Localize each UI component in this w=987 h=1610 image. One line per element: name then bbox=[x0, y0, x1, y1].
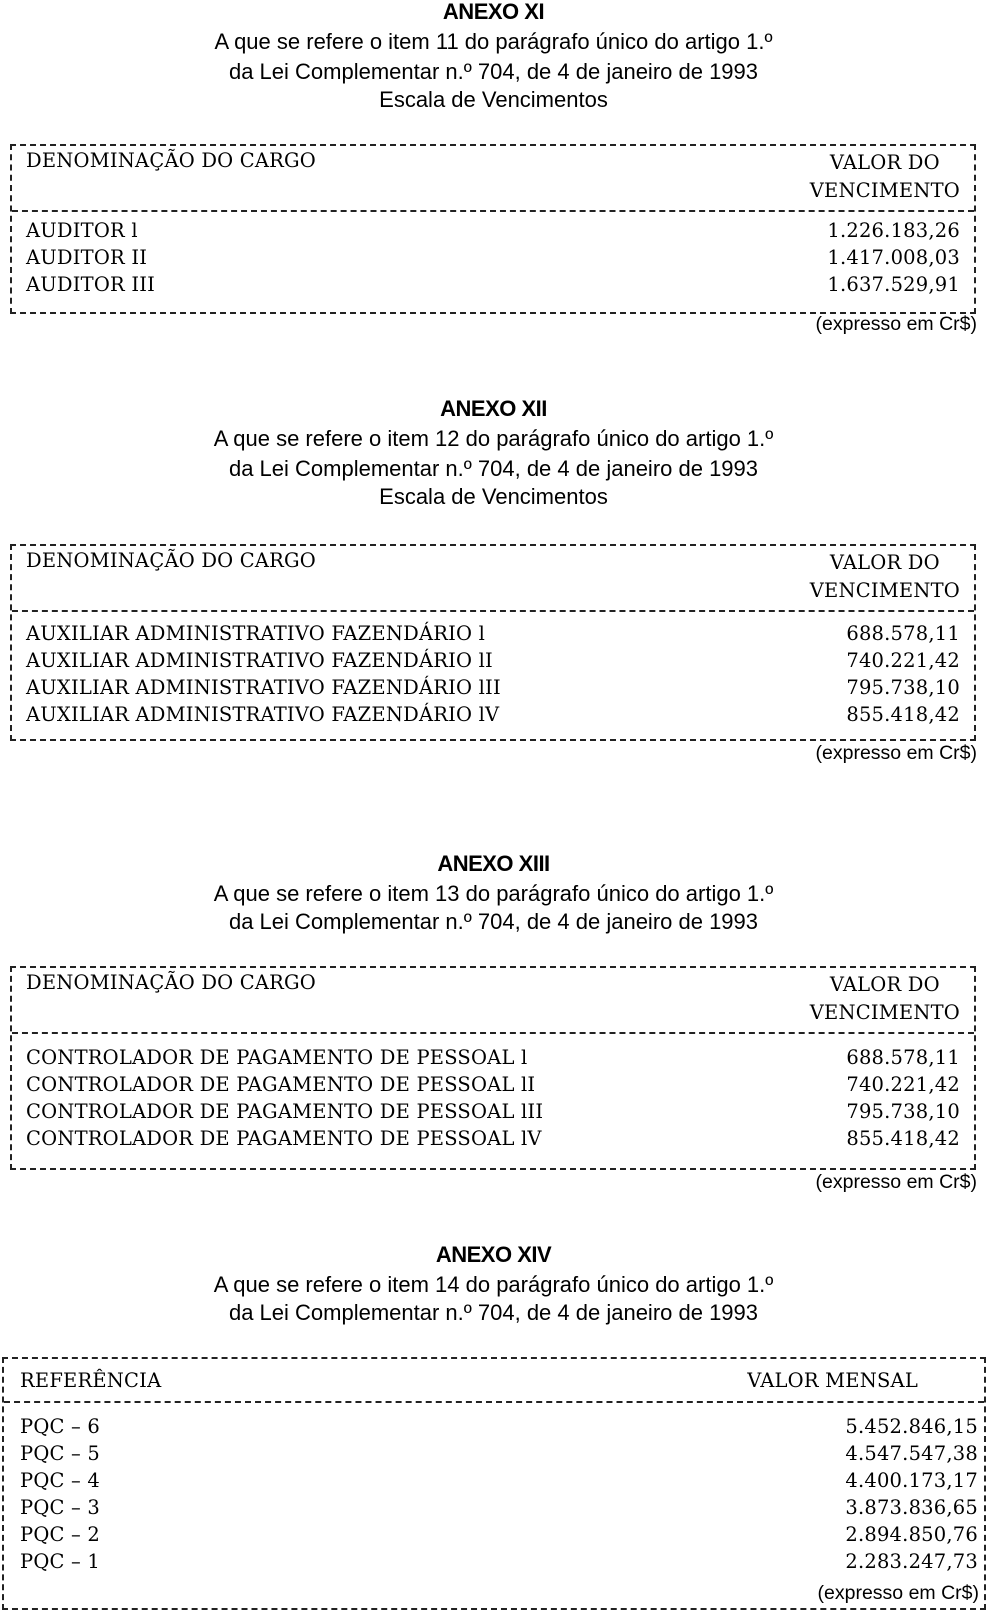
annex-xi-reference-line: A que se refere o item 11 do parágrafo único do artigo 1.º bbox=[214, 29, 773, 54]
annex-xii-reference-line: A que se refere o item 12 do parágrafo único do artigo 1.º bbox=[213, 426, 774, 451]
row-valor: 855.418,42 bbox=[846, 1127, 960, 1150]
row-referencia: PQC – 6 bbox=[20, 1415, 100, 1438]
row-valor: 688.578,11 bbox=[846, 1046, 960, 1069]
annex-xiii-table bbox=[10, 966, 976, 1170]
col-header-cargo: DENOMINAÇÃO DO CARGO bbox=[26, 971, 316, 994]
row-valor: 5.452.846,15 bbox=[845, 1415, 978, 1438]
row-valor: 4.547.547,38 bbox=[845, 1442, 978, 1465]
annex-xiv-law-line: da Lei Complementar n.º 704, de 4 de janeiro de 1993 bbox=[228, 1300, 759, 1325]
row-valor: 2.283.247,73 bbox=[845, 1550, 978, 1573]
annex-xi-heading bbox=[0, 0, 987, 114]
col-header-valor-line2: VENCIMENTO bbox=[809, 1001, 960, 1024]
annex-xi-currency-note: (expresso em Cr$) bbox=[815, 313, 977, 335]
annex-xiv-table bbox=[2, 1357, 986, 1610]
row-referencia: PQC – 2 bbox=[20, 1523, 100, 1546]
annex-xi-title: ANEXO XI bbox=[442, 0, 545, 24]
annex-xiii-currency-note: (expresso em Cr$) bbox=[815, 1171, 977, 1193]
annex-xii-subtitle: Escala de Vencimentos bbox=[379, 484, 608, 509]
col-header-valor bbox=[810, 149, 960, 205]
col-header-cargo: DENOMINAÇÃO DO CARGO bbox=[26, 149, 316, 172]
row-cargo: AUXILIAR ADMINISTRATIVO FAZENDÁRIO lV bbox=[26, 703, 500, 726]
col-header-valor-mensal: VALOR MENSAL bbox=[747, 1369, 918, 1392]
annex-xi-law-line: da Lei Complementar n.º 704, de 4 de janeiro de 1993 bbox=[228, 59, 759, 84]
row-referencia: PQC – 3 bbox=[20, 1496, 100, 1519]
row-cargo: CONTROLADOR DE PAGAMENTO DE PESSOAL lII bbox=[26, 1100, 544, 1123]
annex-xiii-table-header bbox=[12, 968, 974, 1034]
annex-xii-law-line: da Lei Complementar n.º 704, de 4 de janeiro de 1993 bbox=[228, 456, 759, 481]
col-header-referencia: REFERÊNCIA bbox=[20, 1369, 162, 1392]
row-valor: 2.894.850,76 bbox=[845, 1523, 978, 1546]
annex-xii-currency-note: (expresso em Cr$) bbox=[815, 742, 977, 764]
col-header-cargo: DENOMINAÇÃO DO CARGO bbox=[26, 549, 316, 572]
col-header-valor bbox=[810, 549, 960, 605]
annex-xiii-reference-line: A que se refere o item 13 do parágrafo único do artigo 1.º bbox=[213, 881, 774, 906]
row-cargo: AUXILIAR ADMINISTRATIVO FAZENDÁRIO lII bbox=[26, 676, 501, 699]
row-valor: 3.873.836,65 bbox=[845, 1496, 978, 1519]
row-referencia: PQC – 4 bbox=[20, 1469, 100, 1492]
col-header-valor bbox=[810, 971, 960, 1027]
row-cargo: AUDITOR II bbox=[26, 246, 148, 269]
annex-xiv-title: ANEXO XIV bbox=[435, 1242, 552, 1267]
row-valor: 795.738,10 bbox=[846, 676, 960, 699]
row-valor: 855.418,42 bbox=[846, 703, 960, 726]
col-header-valor-line1: VALOR DO bbox=[829, 551, 940, 574]
row-cargo: CONTROLADOR DE PAGAMENTO DE PESSOAL lI bbox=[26, 1073, 536, 1096]
col-header-valor-line1: VALOR DO bbox=[829, 151, 940, 174]
annex-xiii-title: ANEXO XIII bbox=[437, 851, 550, 876]
annex-xiii-law-line: da Lei Complementar n.º 704, de 4 de janeiro de 1993 bbox=[228, 909, 759, 934]
col-header-valor-line2: VENCIMENTO bbox=[809, 179, 960, 202]
row-valor: 740.221,42 bbox=[846, 1073, 960, 1096]
row-referencia: PQC – 5 bbox=[20, 1442, 100, 1465]
row-cargo: AUDITOR III bbox=[26, 273, 156, 296]
row-valor: 688.578,11 bbox=[846, 622, 960, 645]
annex-xiv-currency-note: (expresso em Cr$) bbox=[814, 1582, 979, 1605]
row-referencia: PQC – 1 bbox=[20, 1550, 100, 1573]
annex-xi-subtitle: Escala de Vencimentos bbox=[379, 87, 608, 112]
row-cargo: AUXILIAR ADMINISTRATIVO FAZENDÁRIO lI bbox=[26, 649, 493, 672]
annex-xii-table bbox=[10, 544, 976, 741]
annex-xiv-reference-line: A que se refere o item 14 do parágrafo único do artigo 1.º bbox=[213, 1272, 774, 1297]
row-valor: 1.417.008,03 bbox=[827, 246, 960, 269]
annex-xii-heading bbox=[0, 395, 987, 511]
row-cargo: AUXILIAR ADMINISTRATIVO FAZENDÁRIO l bbox=[26, 622, 486, 645]
row-valor: 1.226.183,26 bbox=[827, 219, 960, 242]
annex-xii-title: ANEXO XII bbox=[440, 396, 547, 421]
annex-xii-table-header bbox=[12, 546, 974, 612]
annex-xiv-table-header bbox=[4, 1359, 984, 1403]
row-cargo: CONTROLADOR DE PAGAMENTO DE PESSOAL l bbox=[26, 1046, 528, 1069]
col-header-valor-line2: VENCIMENTO bbox=[809, 579, 960, 602]
annex-xi-table-header bbox=[12, 146, 974, 212]
col-header-valor-line1: VALOR DO bbox=[829, 973, 940, 996]
annex-xi-table bbox=[10, 144, 976, 314]
row-valor: 1.637.529,91 bbox=[827, 273, 960, 296]
annex-xiv-heading bbox=[0, 1241, 987, 1327]
row-valor: 795.738,10 bbox=[846, 1100, 960, 1123]
row-valor: 740.221,42 bbox=[846, 649, 960, 672]
row-valor: 4.400.173,17 bbox=[845, 1469, 978, 1492]
row-cargo: AUDITOR l bbox=[26, 219, 138, 242]
annex-xiii-heading bbox=[0, 850, 987, 936]
row-cargo: CONTROLADOR DE PAGAMENTO DE PESSOAL lV bbox=[26, 1127, 542, 1150]
